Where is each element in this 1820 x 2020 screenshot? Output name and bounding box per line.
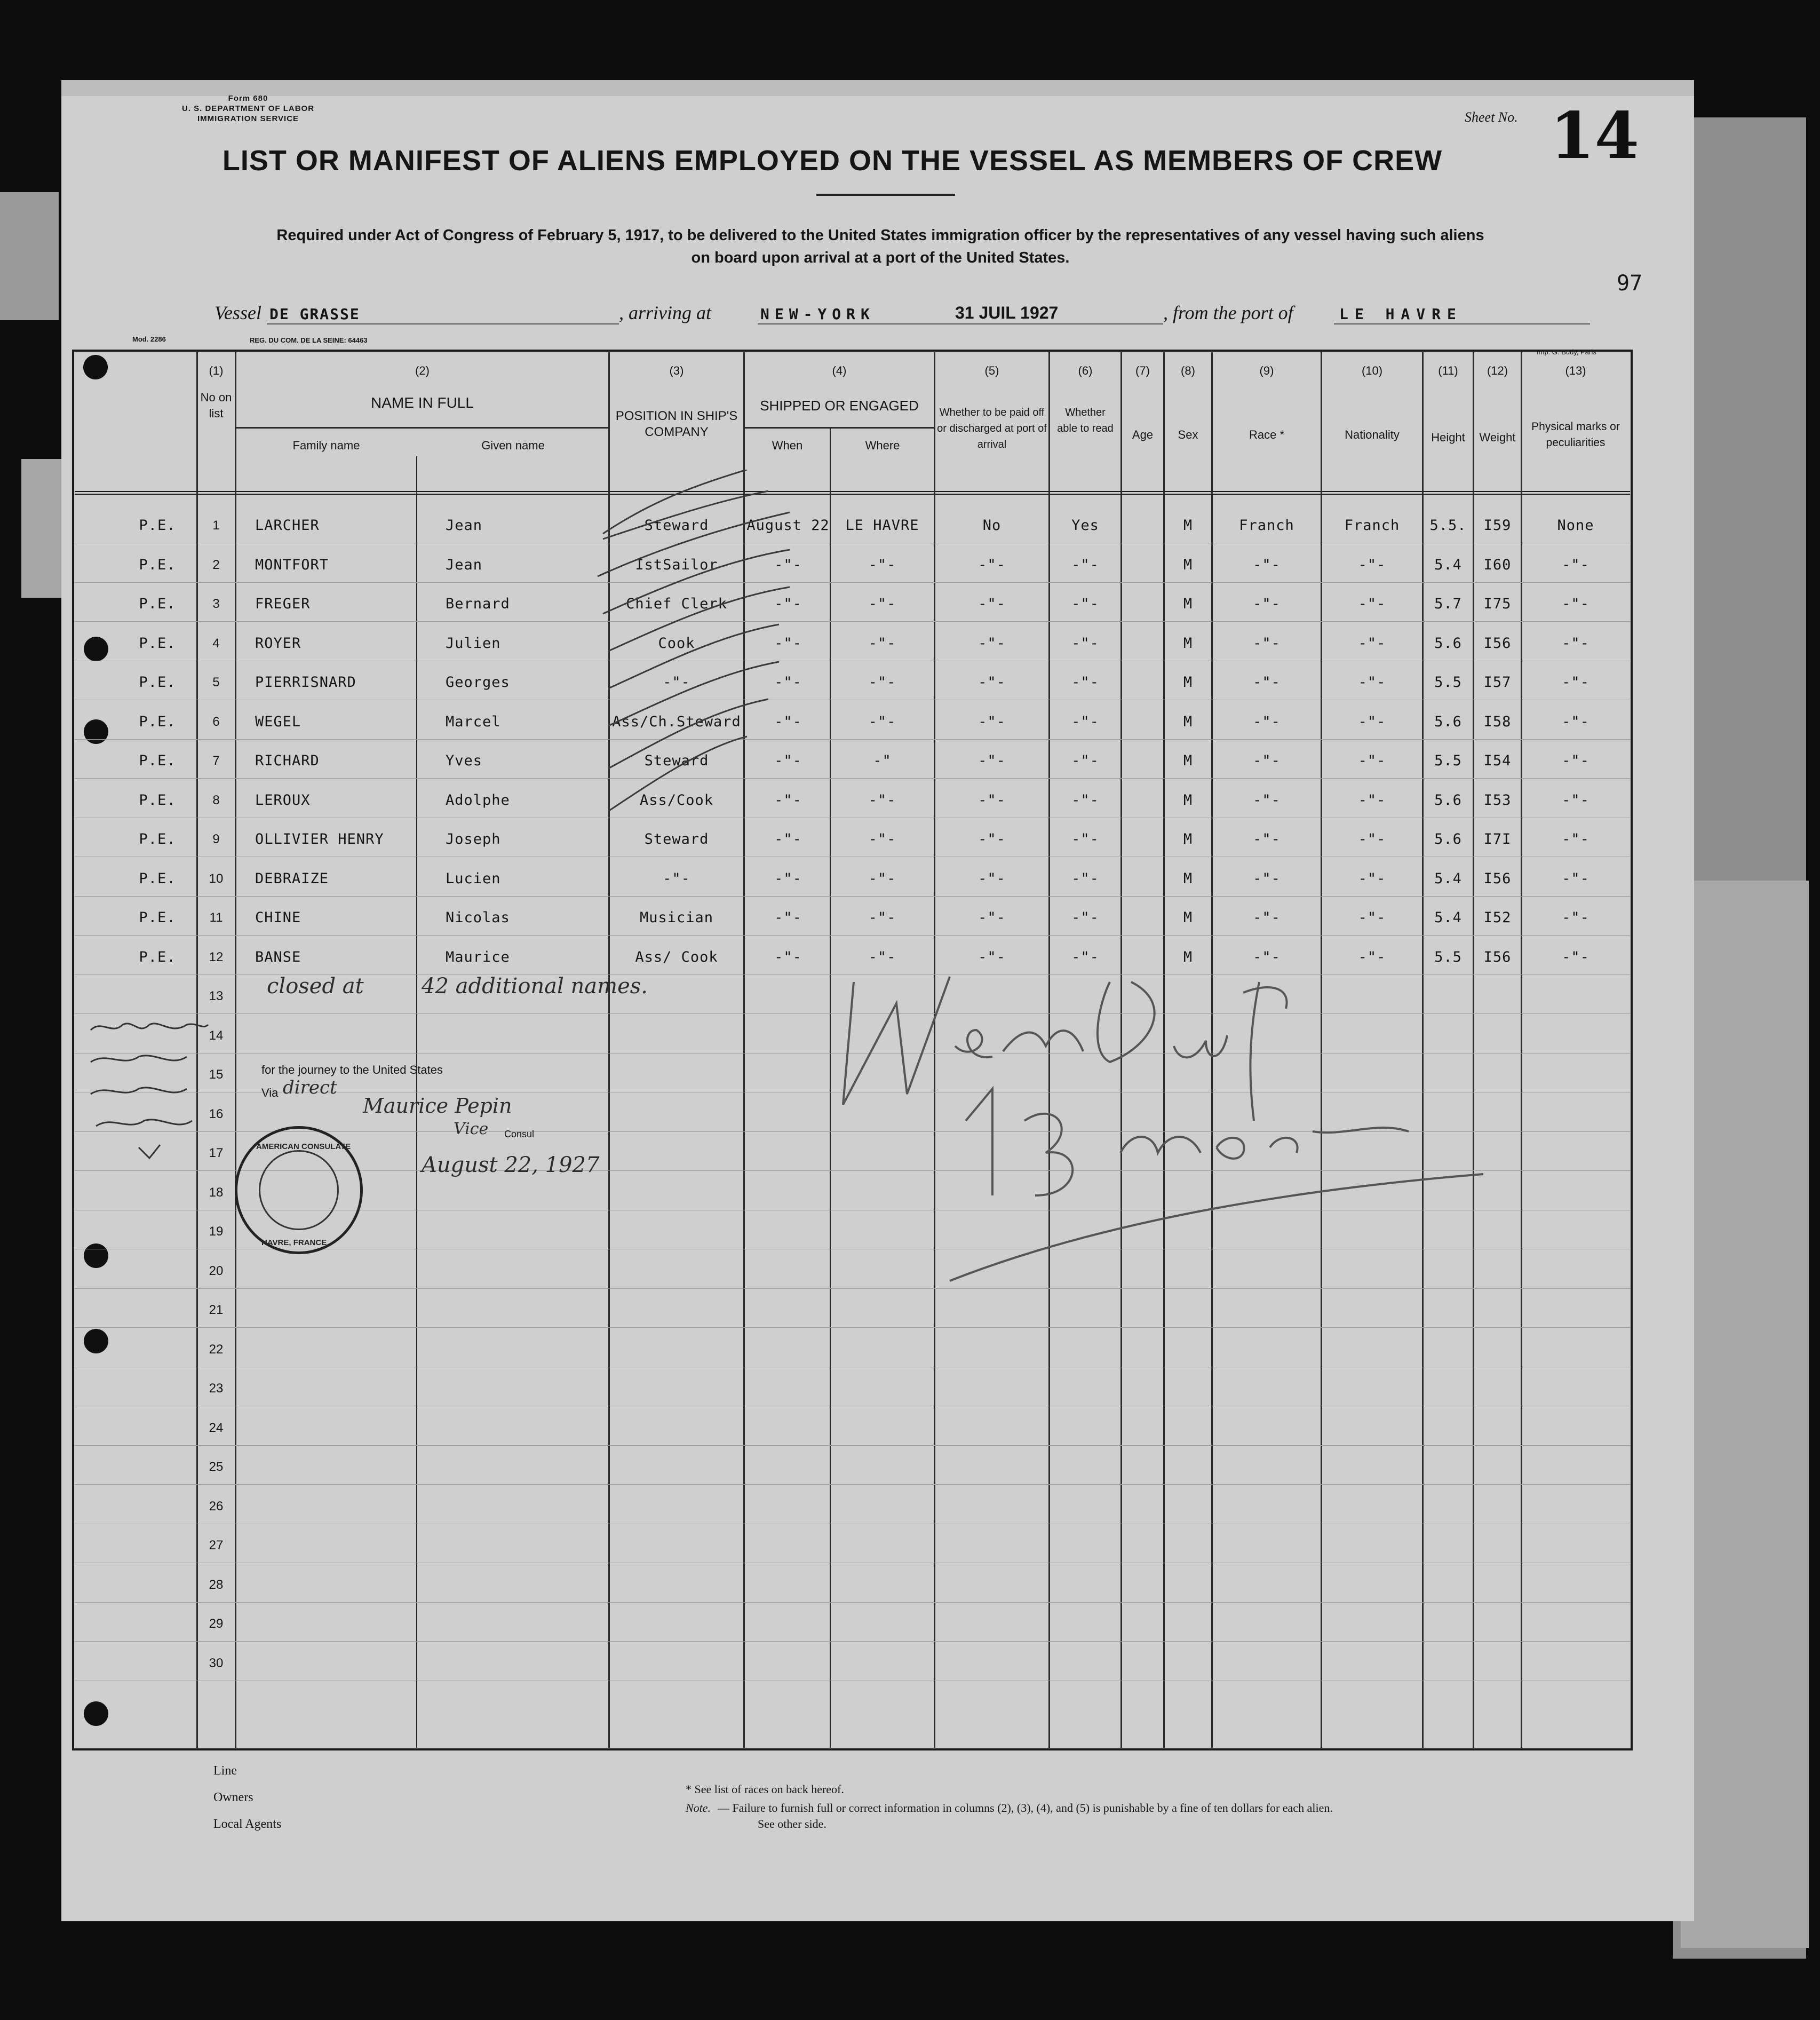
cell-when: -"- xyxy=(774,635,802,652)
cell-prefix: P.E. xyxy=(139,635,176,652)
title-underline xyxy=(816,194,955,196)
form-header xyxy=(152,93,344,124)
sheet-label: Sheet No. xyxy=(1465,109,1518,125)
cell-sex: M xyxy=(1183,635,1193,652)
cell-prefix: P.E. xyxy=(139,752,176,769)
row-line xyxy=(75,778,1630,779)
cell-position: Cook xyxy=(658,635,695,652)
left-edge-paper-lower xyxy=(21,459,64,598)
cell-race: -"- xyxy=(1253,831,1281,847)
cell-position: IstSailor xyxy=(635,556,718,573)
cell-given: Lucien xyxy=(446,870,501,887)
cell-where: -" xyxy=(873,752,892,769)
cell-where: -"- xyxy=(868,948,896,965)
cell-family: OLLIVIER HENRY xyxy=(255,831,384,847)
cell-where: -"- xyxy=(868,713,896,730)
col-4-num: (4) xyxy=(832,364,847,377)
cell-weight: I7I xyxy=(1483,831,1512,847)
cell-when: -"- xyxy=(774,713,802,730)
cell-given: Adolphe xyxy=(446,791,510,809)
position-strikeout-marks xyxy=(587,470,843,907)
row-line xyxy=(75,1445,1630,1446)
col-5-num: (5) xyxy=(984,364,999,377)
cell-weight: I57 xyxy=(1483,674,1512,691)
cell-prefix: P.E. xyxy=(139,791,176,809)
cell-position: Musician xyxy=(639,909,714,926)
cell-weight: I53 xyxy=(1483,791,1512,809)
cell-paid: -"- xyxy=(978,909,1006,926)
cell-race: -"- xyxy=(1253,870,1281,887)
cell-given: Joseph xyxy=(446,831,501,847)
header-where: Where xyxy=(865,439,900,452)
subtitle xyxy=(176,224,1585,269)
cell-height: 5.5. xyxy=(1429,517,1467,534)
back-sheet-lower xyxy=(1681,881,1809,1948)
cell-family: LARCHER xyxy=(255,517,320,534)
cell-when: -"- xyxy=(774,948,802,965)
cell-family: FREGER xyxy=(255,596,311,612)
row-number: 22 xyxy=(209,1342,224,1357)
row-number: 6 xyxy=(212,714,220,729)
cell-weight: I75 xyxy=(1483,596,1512,612)
cell-marks: -"- xyxy=(1562,831,1589,847)
cell-nationality: -"- xyxy=(1358,831,1386,847)
cell-marks: -"- xyxy=(1562,870,1589,887)
cell-nationality: -"- xyxy=(1358,596,1386,612)
header-weight: Weight xyxy=(1479,431,1516,444)
cell-read: -"- xyxy=(1071,674,1099,691)
cell-marks: -"- xyxy=(1562,556,1589,573)
cell-when: August 22 xyxy=(746,517,830,534)
left-edge-paper xyxy=(0,192,59,320)
cell-nationality: -"- xyxy=(1358,791,1386,809)
cell-paid: -"- xyxy=(978,831,1006,847)
cell-paid: -"- xyxy=(978,752,1006,769)
cell-race: -"- xyxy=(1253,556,1281,573)
cell-read: -"- xyxy=(1071,909,1099,926)
row-number: 13 xyxy=(209,989,224,1003)
row-number: 1 xyxy=(212,518,220,533)
cell-prefix: P.E. xyxy=(139,517,176,534)
header-position: POSITION IN SHIP'S COMPANY xyxy=(615,409,738,439)
races-note: * See list of races on back hereof. xyxy=(686,1783,844,1796)
cell-nationality: -"- xyxy=(1358,752,1386,769)
vessel-underline xyxy=(267,323,619,324)
cell-position: Steward xyxy=(644,517,709,534)
cell-position: Steward xyxy=(644,831,709,847)
row-number: 9 xyxy=(212,832,220,846)
from-underline xyxy=(1334,323,1590,324)
row-number: 5 xyxy=(212,675,220,690)
cell-read: -"- xyxy=(1071,556,1099,573)
from-label: , from the port of xyxy=(1163,302,1293,323)
row-line xyxy=(75,1484,1630,1485)
col-9-num: (9) xyxy=(1259,364,1274,377)
cell-sex: M xyxy=(1183,791,1193,809)
cell-given: Nicolas xyxy=(446,909,510,926)
cell-read: -"- xyxy=(1071,752,1099,769)
cell-sex: M xyxy=(1183,870,1193,887)
row-number: 10 xyxy=(209,871,224,886)
form-number: Form 680 xyxy=(228,94,268,103)
cell-height: 5.7 xyxy=(1434,596,1462,612)
col-10-num: (10) xyxy=(1361,364,1383,377)
cell-given: Jean xyxy=(446,517,483,534)
cell-paid: -"- xyxy=(978,870,1006,887)
cell-where: -"- xyxy=(868,909,896,926)
cell-paid: -"- xyxy=(978,713,1006,730)
cell-marks: -"- xyxy=(1562,674,1589,691)
subtitle-line-1: Required under Act of Congress of February 5, 1917, to be delivered to the United States immigration officer by the representatives of any vessel having such aliens xyxy=(276,227,1484,244)
header-family-name: Family name xyxy=(292,439,360,452)
cell-nationality: -"- xyxy=(1358,713,1386,730)
cell-paid: -"- xyxy=(978,791,1006,809)
vessel-name: DE GRASSE xyxy=(269,305,360,323)
cell-when: -"- xyxy=(774,909,802,926)
cell-race: -"- xyxy=(1253,909,1281,926)
subtitle-line-2: on board upon arrival at a port of the United States. xyxy=(691,249,1070,266)
consul-label: Consul xyxy=(504,1129,535,1139)
cell-family: BANSE xyxy=(255,948,301,965)
header-shipped: SHIPPED OR ENGAGED xyxy=(760,398,919,414)
cell-weight: I59 xyxy=(1483,517,1512,534)
row-number: 27 xyxy=(209,1538,224,1552)
cell-height: 5.4 xyxy=(1434,909,1462,926)
cell-sex: M xyxy=(1183,752,1193,769)
row-number: 14 xyxy=(209,1028,224,1043)
cell-height: 5.6 xyxy=(1434,713,1462,730)
cell-weight: I56 xyxy=(1483,635,1512,652)
row-number: 16 xyxy=(209,1106,224,1121)
cell-paid: -"- xyxy=(978,948,1006,965)
row-line xyxy=(75,935,1630,936)
cell-paid: -"- xyxy=(978,596,1006,612)
row-number: 7 xyxy=(212,754,220,768)
note-label: Note. xyxy=(686,1801,711,1815)
row-number: 18 xyxy=(209,1185,224,1200)
cell-race: -"- xyxy=(1253,752,1281,769)
cell-given: Marcel xyxy=(446,713,501,730)
cell-prefix: P.E. xyxy=(139,674,176,691)
cell-given: Yves xyxy=(446,752,483,769)
cell-family: DEBRAIZE xyxy=(255,870,329,887)
date-underline xyxy=(955,323,1163,324)
cell-prefix: P.E. xyxy=(139,713,176,730)
cell-read: -"- xyxy=(1071,870,1099,887)
arriving-label: , arriving at xyxy=(619,302,712,323)
cell-given: Bernard xyxy=(446,596,510,612)
cell-position: Ass/Ch.Steward xyxy=(612,713,741,730)
cell-sex: M xyxy=(1183,909,1193,926)
cell-weight: I54 xyxy=(1483,752,1512,769)
header-race: Race * xyxy=(1249,428,1285,441)
cell-position: Ass/Cook xyxy=(639,791,714,809)
vice-label: Vice xyxy=(454,1120,489,1138)
col-8-num: (8) xyxy=(1181,364,1195,377)
cell-weight: I56 xyxy=(1483,948,1512,965)
cell-prefix: P.E. xyxy=(139,596,176,612)
row-number: 17 xyxy=(209,1146,224,1160)
cell-family: WEGEL xyxy=(255,713,301,730)
cell-nationality: -"- xyxy=(1358,909,1386,926)
row-number: 4 xyxy=(212,636,220,651)
stamp-bottom-text: HAVRE, FRANCE xyxy=(261,1238,327,1247)
header-nationality: Nationality xyxy=(1345,428,1400,441)
cell-prefix: P.E. xyxy=(139,831,176,847)
mod-number: Mod. 2286 xyxy=(132,335,166,343)
row-line xyxy=(75,582,1630,583)
row-number: 15 xyxy=(209,1067,224,1082)
row-number: 29 xyxy=(209,1617,224,1631)
footer-owners: Owners xyxy=(213,1791,253,1804)
row-number: 28 xyxy=(209,1577,224,1592)
cell-position: Steward xyxy=(644,752,709,769)
cell-race: -"- xyxy=(1253,713,1281,730)
via-label: Via xyxy=(261,1086,279,1099)
row-number: 19 xyxy=(209,1224,224,1239)
header-sex: Sex xyxy=(1178,428,1198,441)
cell-paid: -"- xyxy=(978,674,1006,691)
header-rule xyxy=(75,491,1630,495)
form-department: U. S. DEPARTMENT OF LABOR xyxy=(181,104,315,113)
vessel-label: Vessel xyxy=(214,302,261,323)
cell-marks: -"- xyxy=(1562,635,1589,652)
registration: REG. DU COM. DE LA SEINE: 64463 xyxy=(250,336,368,344)
page-title: LIST OR MANIFEST OF ALIENS EMPLOYED ON THE VESSEL AS MEMBERS OF CREW xyxy=(222,145,1443,177)
cell-family: PIERRISNARD xyxy=(255,674,356,691)
cell-marks: -"- xyxy=(1562,948,1589,965)
cell-height: 5.6 xyxy=(1434,831,1462,847)
row-number: 3 xyxy=(212,597,220,611)
additional-names-note: 42 additional names. xyxy=(422,974,648,999)
cell-family: MONTFORT xyxy=(255,556,329,573)
cell-paid: No xyxy=(982,517,1002,534)
subheader-rule xyxy=(236,427,608,429)
cell-marks: -"- xyxy=(1562,596,1589,612)
cell-sex: M xyxy=(1183,831,1193,847)
cell-where: LE HAVRE xyxy=(845,517,919,534)
arriving-port: NEW-YORK xyxy=(760,305,875,323)
cell-nationality: -"- xyxy=(1358,948,1386,965)
row-number: 21 xyxy=(209,1303,224,1317)
row-number: 8 xyxy=(212,793,220,807)
cell-race: -"- xyxy=(1253,674,1281,691)
cell-prefix: P.E. xyxy=(139,870,176,887)
cell-when: -"- xyxy=(774,752,802,769)
col-13-num: (13) xyxy=(1565,364,1586,377)
col-11-num: (11) xyxy=(1438,364,1458,377)
row-line xyxy=(75,739,1630,740)
header-height: Height xyxy=(1431,431,1465,444)
side-number: 97 xyxy=(1617,271,1643,296)
closed-at-note: closed at xyxy=(267,974,364,999)
cell-read: -"- xyxy=(1071,713,1099,730)
printer: Imp. G. Budy, Paris xyxy=(1537,348,1596,356)
cell-when: -"- xyxy=(774,596,802,612)
cell-nationality: Franch xyxy=(1344,517,1400,534)
journey-label: for the journey to the United States xyxy=(261,1063,443,1076)
cell-sex: M xyxy=(1183,674,1193,691)
subheader-rule xyxy=(745,427,934,429)
cell-read: -"- xyxy=(1071,596,1099,612)
arrival-date: 31 JUIL 1927 xyxy=(955,303,1059,322)
cell-given: Jean xyxy=(446,556,483,573)
cell-marks: -"- xyxy=(1562,791,1589,809)
cell-race: Franch xyxy=(1239,517,1294,534)
stamp-top-text: AMERICAN CONSULATE xyxy=(256,1142,351,1151)
cell-nationality: -"- xyxy=(1358,635,1386,652)
cell-weight: I58 xyxy=(1483,713,1512,730)
header-name-in-full: NAME IN FULL xyxy=(371,394,474,411)
row-number: 25 xyxy=(209,1460,224,1474)
header-no-on-list: No on list xyxy=(200,391,232,420)
cell-race: -"- xyxy=(1253,596,1281,612)
header-given-name: Given name xyxy=(481,439,545,452)
cell-weight: I56 xyxy=(1483,870,1512,887)
row-number: 26 xyxy=(209,1499,224,1514)
row-number: 20 xyxy=(209,1263,224,1278)
from-port: LE HAVRE xyxy=(1339,305,1463,323)
cell-read: -"- xyxy=(1071,831,1099,847)
note-text: — Failure to furnish full or correct information in columns (2), (3), (4), and (5) is punishable by a fine of ten dollars for each alien. xyxy=(718,1801,1333,1815)
cell-marks: None xyxy=(1557,517,1594,534)
cell-when: -"- xyxy=(774,831,802,847)
cell-position: -"- xyxy=(663,870,690,887)
col-2-num: (2) xyxy=(415,364,430,377)
eagle-seal-icon xyxy=(259,1150,339,1230)
row-number: 30 xyxy=(209,1655,224,1670)
consul-signature: Maurice Pepin xyxy=(363,1094,512,1118)
cell-prefix: P.E. xyxy=(139,556,176,573)
cell-race: -"- xyxy=(1253,948,1281,965)
cell-marks: -"- xyxy=(1562,752,1589,769)
cell-position: Chief Clerk xyxy=(626,596,727,612)
cell-given: Julien xyxy=(446,635,501,652)
cell-family: CHINE xyxy=(255,909,301,926)
cell-read: Yes xyxy=(1071,517,1099,534)
cell-height: 5.4 xyxy=(1434,556,1462,573)
cell-race: -"- xyxy=(1253,791,1281,809)
cell-height: 5.5 xyxy=(1434,752,1462,769)
header-physical-marks: Physical marks or peculiarities xyxy=(1531,421,1620,449)
header-when: When xyxy=(772,439,803,452)
cell-where: -"- xyxy=(868,596,896,612)
via-value: direct xyxy=(283,1077,337,1098)
form-service: IMMIGRATION SERVICE xyxy=(197,114,299,123)
cell-read: -"- xyxy=(1071,791,1099,809)
cell-when: -"- xyxy=(774,556,802,573)
cell-race: -"- xyxy=(1253,635,1281,652)
cell-nationality: -"- xyxy=(1358,674,1386,691)
cell-when: -"- xyxy=(774,791,802,809)
cell-read: -"- xyxy=(1071,635,1099,652)
arriving-underline xyxy=(758,323,960,324)
cell-weight: I60 xyxy=(1483,556,1512,573)
row-line xyxy=(75,1602,1630,1603)
cell-paid: -"- xyxy=(978,635,1006,652)
sheet-number: 14 xyxy=(1550,98,1639,173)
cell-sex: M xyxy=(1183,517,1193,534)
col-12-num: (12) xyxy=(1487,364,1508,377)
cell-prefix: P.E. xyxy=(139,948,176,965)
cell-sex: M xyxy=(1183,948,1193,965)
date-signed: August 22, 1927 xyxy=(422,1153,600,1177)
cell-marks: -"- xyxy=(1562,713,1589,730)
cell-sex: M xyxy=(1183,556,1193,573)
cell-where: -"- xyxy=(868,635,896,652)
row-line xyxy=(75,1327,1630,1328)
cell-given: Georges xyxy=(446,674,510,691)
col-6-num: (6) xyxy=(1078,364,1093,377)
footer-local-agents: Local Agents xyxy=(213,1817,282,1831)
cell-family: LEROUX xyxy=(255,791,311,809)
row-number: 23 xyxy=(209,1381,224,1396)
cell-family: RICHARD xyxy=(255,752,320,769)
cell-when: -"- xyxy=(774,870,802,887)
row-line xyxy=(75,1641,1630,1642)
cell-when: -"- xyxy=(774,674,802,691)
cell-position: -"- xyxy=(663,674,690,691)
cell-sex: M xyxy=(1183,596,1193,612)
cell-sex: M xyxy=(1183,713,1193,730)
cell-where: -"- xyxy=(868,870,896,887)
col-3-num: (3) xyxy=(669,364,684,377)
col-7-num: (7) xyxy=(1135,364,1150,377)
cell-weight: I52 xyxy=(1483,909,1512,926)
see-other-side: See other side. xyxy=(758,1817,826,1831)
row-number: 2 xyxy=(212,557,220,572)
cell-family: ROYER xyxy=(255,635,301,652)
cell-where: -"- xyxy=(868,791,896,809)
header-age: Age xyxy=(1132,428,1154,441)
cell-height: 5.5 xyxy=(1434,674,1462,691)
cell-nationality: -"- xyxy=(1358,556,1386,573)
cell-height: 5.5 xyxy=(1434,948,1462,965)
col-1-num: (1) xyxy=(209,364,224,377)
cell-where: -"- xyxy=(868,831,896,847)
row-line xyxy=(75,896,1630,897)
footer-line: Line xyxy=(213,1764,237,1778)
cell-marks: -"- xyxy=(1562,909,1589,926)
cell-nationality: -"- xyxy=(1358,870,1386,887)
cell-height: 5.6 xyxy=(1434,791,1462,809)
cell-paid: -"- xyxy=(978,556,1006,573)
row-number: 11 xyxy=(209,910,223,925)
cell-prefix: P.E. xyxy=(139,909,176,926)
header-paid-off: Whether to be paid off or discharged at port of arrival xyxy=(937,407,1047,450)
cell-read: -"- xyxy=(1071,948,1099,965)
cell-height: 5.4 xyxy=(1434,870,1462,887)
cell-height: 5.6 xyxy=(1434,635,1462,652)
cell-position: Ass/ Cook xyxy=(635,948,718,965)
header-able-to-read: Whether able to read xyxy=(1057,407,1114,434)
cell-where: -"- xyxy=(868,674,896,691)
row-line xyxy=(75,621,1630,622)
row-number: 12 xyxy=(209,949,224,964)
row-number: 24 xyxy=(209,1420,224,1435)
cell-given: Maurice xyxy=(446,948,510,965)
cell-where: -"- xyxy=(868,556,896,573)
